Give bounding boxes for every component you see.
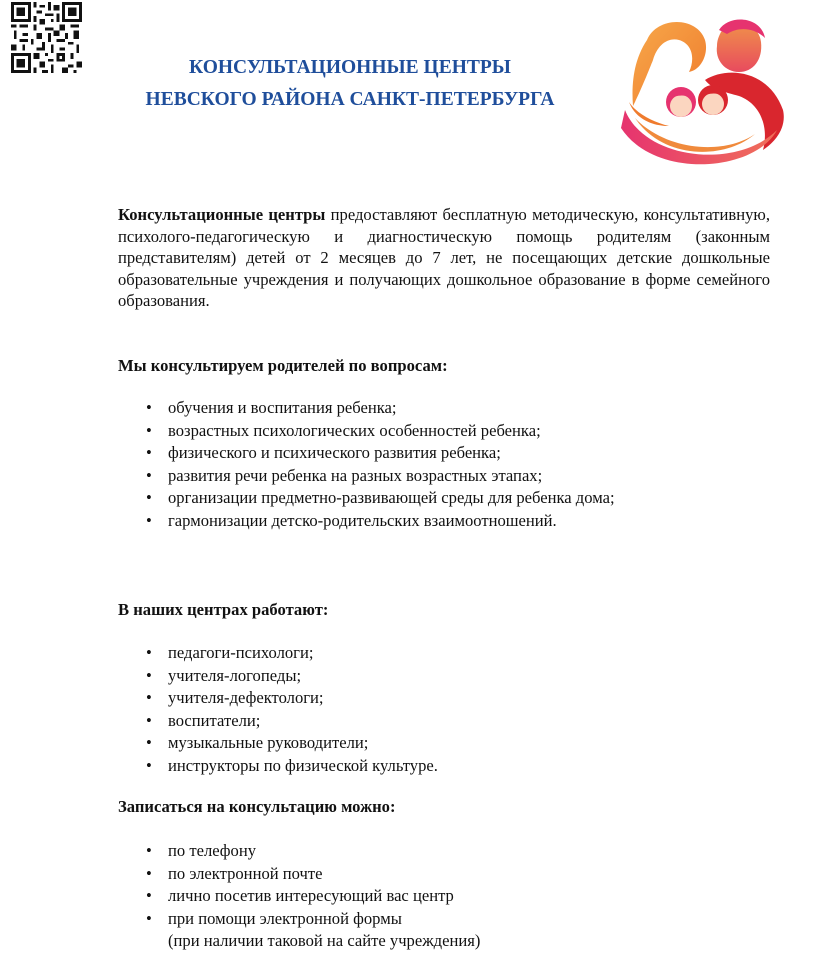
staff-list <box>146 642 706 777</box>
list-item: • по электронной почте <box>146 863 706 886</box>
list-item: • развития речи ребенка на разных возрастных этапах; <box>146 465 706 488</box>
intro-text: предоставляют бесплатную методическую, консультативную, психолого-педагогическую и диагностическую помощь родителям (законным представителям) детей от 2 месяцев до 7 лет, не посещающих детские дошкольные образовательные учреждения и получающих дошкольное образование в форме семейного образования. <box>118 205 770 310</box>
list-item: • по телефону <box>146 840 706 863</box>
list-item: • возрастных психологических особенностей ребенка; <box>146 420 706 443</box>
title-line-1: КОНСУЛЬТАЦИОННЫЕ ЦЕНТРЫ <box>189 57 511 78</box>
list-item: • физического и психического развития ребенка; <box>146 442 706 465</box>
signup-heading: Записаться на консультацию можно: <box>118 797 396 816</box>
list-item: • педагоги-психологи; <box>146 642 706 665</box>
topics-heading: Мы консультируем родителей по вопросам: <box>118 356 448 375</box>
staff-heading: В наших центрах работают: <box>118 600 329 619</box>
list-item: • организации предметно-развивающей среды для ребенка дома; <box>146 487 658 510</box>
topics-list <box>146 397 706 532</box>
title-line-2: НЕВСКОГО РАЙОНА САНКТ-ПЕТЕРБУРГА <box>145 89 555 110</box>
family-logo-icon <box>605 10 793 170</box>
list-item: • воспитатели; <box>146 710 706 733</box>
list-item: • обучения и воспитания ребенка; <box>146 397 706 420</box>
intro-bold-lead: Консультационные центры <box>118 205 326 224</box>
signup-list <box>146 840 706 953</box>
list-item: • инструкторы по физической культуре. <box>146 755 706 778</box>
list-item: • при помощи электронной формы <box>146 908 706 931</box>
list-item: • лично посетив интересующий вас центр <box>146 885 706 908</box>
list-item: • учителя-логопеды; <box>146 665 706 688</box>
list-item-continuation: (при наличии таковой на сайте учреждения) <box>168 931 481 950</box>
page-title <box>100 52 600 116</box>
list-item: • музыкальные руководители; <box>146 732 706 755</box>
qr-code-icon <box>11 2 82 73</box>
list-item: • гармонизации детско-родительских взаимоотношений. <box>146 510 706 533</box>
intro-paragraph <box>118 204 770 312</box>
list-item: • учителя-дефектологи; <box>146 687 706 710</box>
